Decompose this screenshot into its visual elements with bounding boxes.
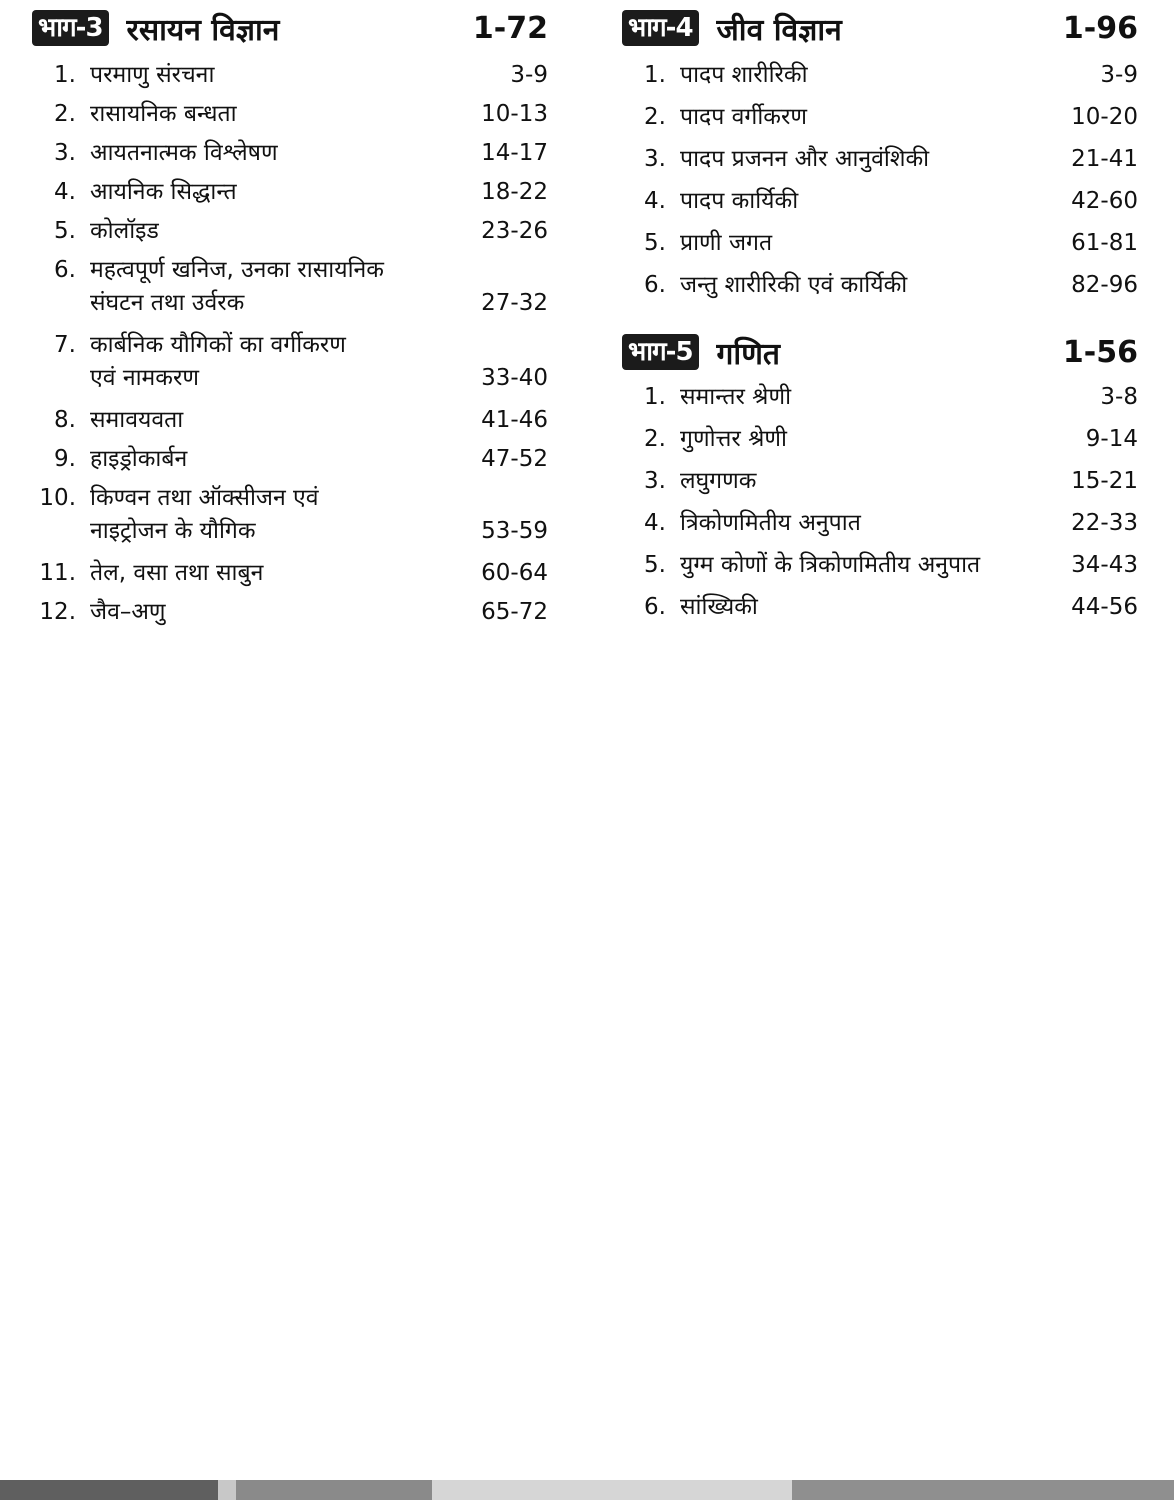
chapter-number: 6. — [644, 272, 666, 298]
chapter-title: रासायनिक बन्धता — [90, 101, 237, 127]
chapter-pages: 82-96 — [1071, 272, 1138, 298]
chapter-item — [622, 423, 1138, 456]
chapter-pages: 65-72 — [481, 599, 548, 625]
chapter-item — [32, 482, 548, 548]
chapter-title: पादप कार्यिकी — [680, 188, 799, 214]
chapter-item — [622, 143, 1138, 176]
chapter-title: जन्तु शारीरिकी एवं कार्यिकी — [680, 272, 908, 298]
footer-bar-segment — [236, 1480, 432, 1500]
chapter-pages: 3-8 — [1100, 384, 1138, 410]
chapter-item — [32, 329, 548, 395]
footer-bar-segment — [218, 1480, 236, 1500]
chapter-pages: 9-14 — [1085, 426, 1138, 452]
chapter-item — [32, 443, 548, 476]
chapter-pages: 33-40 — [481, 365, 548, 391]
section-title: जीव विज्ञान — [716, 12, 842, 48]
chapter-pages: 22-33 — [1071, 510, 1138, 536]
chapter-pages: 15-21 — [1071, 468, 1138, 494]
footer-decorative-bar — [0, 1480, 1174, 1500]
chapter-title: समावयवता — [90, 407, 184, 433]
chapter-number: 7. — [54, 332, 76, 358]
section-title: रसायन विज्ञान — [126, 12, 280, 48]
chapter-pages: 60-64 — [481, 560, 548, 586]
chapter-title: कोलॉइड — [90, 218, 159, 244]
section-header — [622, 4, 1138, 52]
chapter-number: 6. — [644, 594, 666, 620]
chapter-item — [622, 507, 1138, 540]
chapter-item — [622, 381, 1138, 414]
chapter-item — [622, 465, 1138, 498]
chapter-number: 3. — [54, 140, 76, 166]
chapter-number: 1. — [644, 384, 666, 410]
section-page-range: 1-72 — [472, 10, 548, 46]
chapter-number: 3. — [644, 468, 666, 494]
chapter-pages: 42-60 — [1071, 188, 1138, 214]
chapter-pages: 34-43 — [1071, 552, 1138, 578]
footer-bar-segment — [792, 1480, 1174, 1500]
chapter-item — [32, 59, 548, 92]
chapter-number: 1. — [644, 62, 666, 88]
chapter-number: 9. — [54, 446, 76, 472]
chapter-pages: 18-22 — [481, 179, 548, 205]
chapter-item — [32, 137, 548, 170]
chapter-title: पादप वर्गीकरण — [680, 104, 808, 130]
chapter-pages: 23-26 — [481, 218, 548, 244]
chapter-pages: 3-9 — [510, 62, 548, 88]
chapter-title: पादप शारीरिकी — [680, 62, 808, 88]
section-page-range: 1-56 — [1062, 334, 1138, 370]
toc-column-left — [32, 0, 548, 635]
chapter-number: 2. — [644, 104, 666, 130]
chapter-title: गुणोत्तर श्रेणी — [680, 426, 788, 452]
chapter-item — [622, 269, 1138, 302]
chapter-number: 6. — [54, 257, 76, 283]
chapter-number: 12. — [39, 599, 76, 625]
section-badge: भाग-5 — [622, 334, 699, 370]
chapter-item — [622, 185, 1138, 218]
chapter-title: प्राणी जगत — [680, 230, 773, 256]
chapter-number: 10. — [39, 485, 76, 511]
chapter-pages: 27-32 — [481, 290, 548, 316]
chapter-title: आयतनात्मक विश्लेषण — [90, 140, 278, 166]
chapter-item — [32, 176, 548, 209]
chapter-number: 11. — [39, 560, 76, 586]
chapter-pages: 47-52 — [481, 446, 548, 472]
chapter-pages: 21-41 — [1071, 146, 1138, 172]
chapter-item — [622, 227, 1138, 260]
chapter-item — [622, 101, 1138, 134]
chapter-title: तेल, वसा तथा साबुन — [90, 560, 264, 586]
chapter-item — [32, 98, 548, 131]
chapter-title: परमाणु संरचना — [90, 62, 215, 88]
footer-bar-segment — [432, 1480, 792, 1500]
chapter-pages: 10-13 — [481, 101, 548, 127]
footer-bar-segment — [0, 1480, 218, 1500]
chapter-number: 5. — [644, 230, 666, 256]
chapter-item — [32, 557, 548, 590]
chapter-list — [622, 59, 1138, 302]
section-header — [622, 328, 1138, 376]
chapter-title: पादप प्रजनन और आनुवंशिकी — [680, 146, 930, 172]
chapter-number: 8. — [54, 407, 76, 433]
chapter-item — [622, 549, 1138, 582]
chapter-item — [622, 591, 1138, 624]
chapter-item — [32, 254, 548, 320]
chapter-number: 1. — [54, 62, 76, 88]
chapter-number: 2. — [54, 101, 76, 127]
section-badge: भाग-3 — [32, 10, 109, 46]
section-title: गणित — [716, 336, 780, 372]
chapter-title: आयनिक सिद्धान्त — [90, 179, 237, 205]
chapter-number: 5. — [644, 552, 666, 578]
chapter-title: लघुगणक — [680, 468, 757, 494]
chapter-title: महत्वपूर्ण खनिज, उनका रासायनिक संघटन तथा उर्वरक — [90, 257, 384, 316]
chapter-number: 3. — [644, 146, 666, 172]
chapter-pages: 10-20 — [1071, 104, 1138, 130]
chapter-pages: 41-46 — [481, 407, 548, 433]
chapter-item — [32, 404, 548, 437]
chapter-list — [622, 381, 1138, 624]
chapter-list — [32, 59, 548, 629]
chapter-number: 2. — [644, 426, 666, 452]
chapter-item — [622, 59, 1138, 92]
chapter-number: 4. — [644, 510, 666, 536]
chapter-title: जैव–अणु — [90, 599, 166, 625]
section-header — [32, 4, 548, 52]
chapter-title: युग्म कोणों के त्रिकोणमितीय अनुपात — [680, 552, 981, 578]
toc-column-right — [622, 0, 1138, 633]
chapter-pages: 44-56 — [1071, 594, 1138, 620]
chapter-title: किण्वन तथा ऑक्सीजन एवं नाइट्रोजन के यौगिक — [90, 485, 319, 544]
chapter-pages: 53-59 — [481, 518, 548, 544]
chapter-pages: 14-17 — [481, 140, 548, 166]
chapter-number: 4. — [54, 179, 76, 205]
chapter-title: सांख्यिकी — [680, 594, 758, 620]
chapter-title: समान्तर श्रेणी — [680, 384, 792, 410]
section-badge: भाग-4 — [622, 10, 699, 46]
chapter-number: 5. — [54, 218, 76, 244]
chapter-number: 4. — [644, 188, 666, 214]
chapter-pages: 3-9 — [1100, 62, 1138, 88]
chapter-item — [32, 596, 548, 629]
chapter-title: कार्बनिक यौगिकों का वर्गीकरण एवं नामकरण — [90, 332, 346, 391]
chapter-title: हाइड्रोकार्बन — [90, 446, 188, 472]
chapter-pages: 61-81 — [1071, 230, 1138, 256]
chapter-title: त्रिकोणमितीय अनुपात — [680, 510, 861, 536]
chapter-item — [32, 215, 548, 248]
section-page-range: 1-96 — [1062, 10, 1138, 46]
